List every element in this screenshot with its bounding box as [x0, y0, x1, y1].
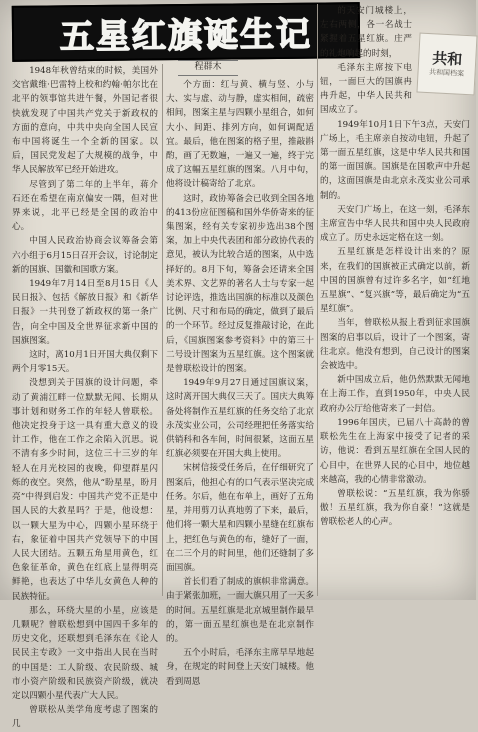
- article-byline: 程群木: [178, 60, 238, 76]
- logo-subtitle: 共和国档案: [428, 68, 465, 78]
- paragraph: 这时，离10月1日开国大典仅剩下两个月零15天。: [12, 350, 158, 375]
- article-column-2: [166, 78, 314, 687]
- article-column-1: [12, 64, 158, 730]
- paragraph: 1948年秋曾结束的时候，美国外交官戴维·巴雷特上校和约翰·帕尔比在北平的领事馆共进午餐，外国记者很快就发现了中国共产党关于新政权的方面的意向，中共中央向全国人民宣布中国将诞生一个全新的国家。以后，国民党发起了大规模的战争，中华人民解放军已经开始进攻。: [12, 66, 158, 176]
- column-divider: [317, 4, 318, 596]
- paragraph: 的天安门城楼上，左右两侧，各一名战士紧握着五星红旗。庄严的礼炮响起的时刻，: [320, 6, 412, 59]
- article-title: 五星红旗诞生记: [59, 14, 313, 57]
- paragraph: 宋树信接受任务后，在仔细研究了图案后，他担心有的口气表示坚决完成任务。尔后，他在布单上，画好了五角星，并用剪刀认真地剪了下来，最后，他们将一颗大星和四颗小星缝在红旗布上，把红色与黄色的布，缝好了一面，在二三个月的时间里，他们还缝制了多面国旗。: [166, 463, 314, 573]
- column-3-top: [320, 4, 412, 118]
- paragraph: 那么，环绕大星的小星，应该是几颗呢？曾联松想到中国四千多年的历史文化，还联想到毛泽东在《论人民民主专政》一文中指出人民在当时的中国是：工人阶级、农民阶级、城市小资产阶级和民族资产阶级，就决定以四颗小星代表广大人民。: [12, 605, 158, 701]
- paragraph: 五星红旗是怎样设计出来的？原来，在我们的国旗被正式确定以前，新中国的国旗曾有过许多名字，如“红地五星旗”、“复兴旗”等，最后确定为“五星红旗”。: [320, 247, 470, 315]
- paragraph: 新中国成立后，他仍然默默无闻地在上海工作，直到1950年，中央人民政府办公厅给他寄来了一封信。: [320, 375, 470, 414]
- section-logo: [416, 33, 477, 96]
- paragraph: 首长们看了制成的旗帜非常满意。由于紧张加班，一面大旗只用了一天多的时间。五星红旗是北京城里制作最早的，第一面五星红旗也是在北京制作的。: [166, 577, 314, 644]
- paragraph: 天安门广场上，在这一刻，毛泽东主席宣告中华人民共和国中央人民政府成立了。历史永远定格在这一刻。: [320, 204, 470, 244]
- paragraph: 1996年国庆，已届八十高龄的曾联松先生在上海家中接受了记者的采访，他说：看到五星红旗在全国人民的心目中，在世界人民的心目中，地位越来越高，我的心情非常激动。: [320, 417, 470, 485]
- column-divider: [162, 64, 163, 596]
- paragraph: 这时，政协筹备会已收到全国各地的413份应征图稿和国外华侨寄来的征集图案，经有关专家初步选出38个图案，加上中央代表团和部分政协代表的意见，被认为比较合适的图案，从中选择好的。8月下旬，筹备会还请来全国美术界、文艺界的著名人士与专家一起讨论评选，推选出国旗的标准以及颜色比例、尺寸和布局的确定，做到了最后的一个环节。经过反复推敲讨论，在此后，《国旗图案参考资料》中的第三十二号设计图案为五星红旗。这个图案就是曾联松设计的图案。: [166, 193, 314, 375]
- headline-banner: [12, 2, 361, 62]
- paragraph: 个方面：红与黄、横与竖、小与大、实与虚、动与静，虚实相间，疏密相间，图案主星与四颗小星组合，如何大小、间距、排列方向，如何调配适宜。最后，他在图案的格子里，推敲斟酌，画了无数遍，一遍又一遍，终于完成了这幅五星红旗的图案。八月中旬，他将设计稿寄给了北京。: [166, 80, 314, 190]
- paragraph: 曾联松说：“五星红旗，我为你骄傲！五星红旗，我为你自豪！”这就是曾联松老人的心声。: [320, 488, 470, 528]
- paragraph: 曾联松从美学角度考虑了图案的几: [12, 705, 158, 730]
- paragraph: 1949年10月1日下午3点，天安门广场上，毛主席亲自按动电钮，升起了第一面五星红旗，这是中华人民共和国的第一面国旗。国旗是在国歌声中升起的，这面国旗是由北京永茂实业公司承制的。: [320, 119, 470, 201]
- logo-title: 共和: [431, 49, 463, 69]
- paragraph: 五个小时后，毛泽东主席早早地起身，在规定的时间登上天安门城楼。他看到周恩: [166, 648, 314, 687]
- paragraph: 中国人民政治协商会议筹备会第六小组于6月15日召开会议，讨论制定新的国旗、国徽和国歌方案。: [12, 236, 158, 275]
- paragraph: 毛泽东主席按下电钮，一面巨大的国旗冉冉升起，中华人民共和国成立了。: [320, 62, 412, 116]
- paragraph: 没想到关于国旗的设计问题，牵动了黄浦江畔一位默默无闻、长期从事计划和财务工作的年轻人曾联松。他决定投身于这一具有重大意义的设计工作，他在工作之余陷入沉思。说不清有多少时间，这位三十三岁的年轻人在月光校园的夜晚，仰望群星闪烁的夜空。突然，他从“盼星星，盼月亮”中得到启发：中国共产党不正是中国人民的大救星吗？于是，他设想：以一颗大星为中心，四颗小星环绕于右，象征着中国共产党领导下的中国人民大团结。五颗五角星用黄色，红色象征革命，黄色在红底上显得明亮鲜艳，也表达了中华儿女黄色人种的民族特征。: [12, 378, 158, 602]
- paragraph: 尽管到了第二年的上半年，蒋介石还在希望在南京偏安一隅，但对世界来说，北平已经是全国的政治中心。: [12, 179, 158, 233]
- paragraph: 1949年9月27日通过国旗议案，这时离开国大典仅三天了。国庆大典筹备处将制作五星红旗的任务交给了北京永茂实业公司，公司经理把任务落实给供销科和各车间，时间很紧，这面五星红旗必须要在开国大典上使用。: [166, 378, 314, 460]
- paragraph: 1949年7月14日至8月15日《人民日报》、包括《解放日报》和《新华日报》一共刊登了新政权的第一条广告，向全中国及全世界征求新中国的国旗图案。: [12, 279, 158, 346]
- paragraph: 当年，曾联松从报上看到征求国旗图案的启事以后，设计了一个图案，寄往北京。他没有想到，自己设计的图案会被选中。: [320, 318, 470, 372]
